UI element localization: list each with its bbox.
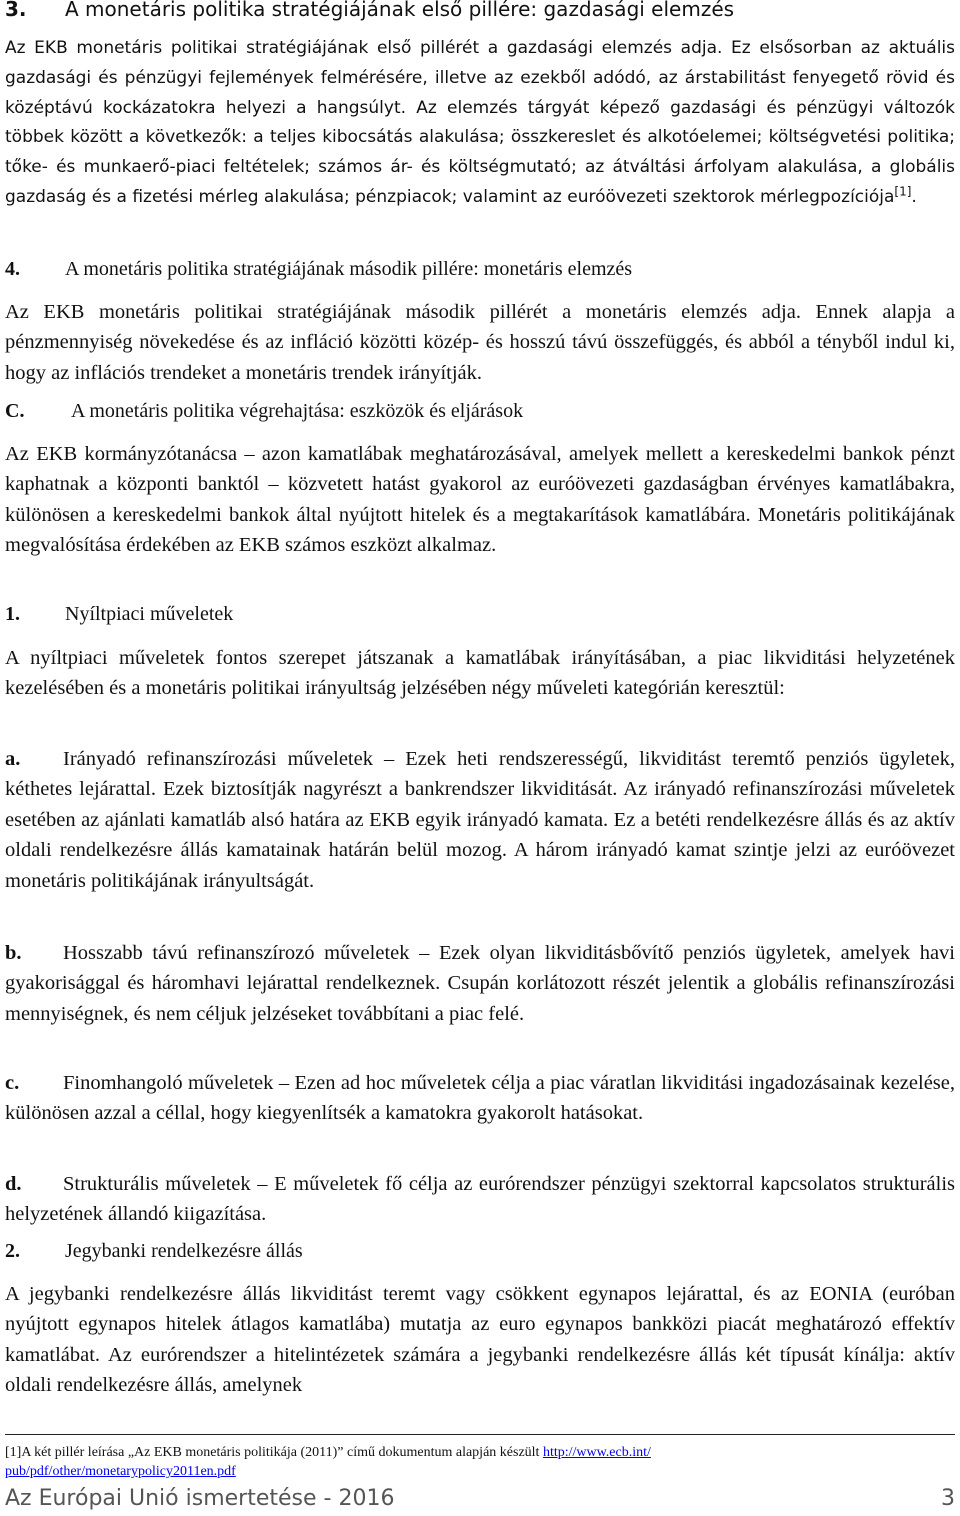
section-1-title: Nyíltpiaci műveletek [65,603,234,625]
list-item-a-title: Irányadó refinanszírozási műveletek [63,748,373,770]
footnote [5,1443,955,1481]
list-item-b-text: – Ezek olyan likviditásbővítő penziós ügyletek, amelyek havi gyakorisággal és háromhavi lejárattal rendelkeznek. Csupán korlátozott részét jelentik a globális refinanszírozási mennyiségnek, és nem céljuk jelzéseket továbbítani a piac felé. [5,942,955,1025]
page-footer [5,1486,955,1511]
list-item-b-label: b. [5,942,22,964]
list-item-a [5,744,955,896]
section-2-heading [5,1240,303,1263]
list-item-d-title: Strukturális műveletek [63,1173,251,1195]
list-item-c [5,1068,955,1129]
list-item-c-title: Finomhangoló műveletek [63,1072,274,1094]
section-3-text-1: Az EKB monetáris politikai stratégiájának első pillérét a gazdasági elemzés adja. Ez elsősorban az aktuális gazdasági és pénzügyi fejlemények felmérésére, illetve az ezekből adódó, az árstabilitást fenyegető rövid és középtávú kockázatokra helyezi a hangsúlyt. [5,38,955,118]
section-4-number: 4. [5,258,20,280]
footnote-link-1[interactable]: http://www.ecb.int/ [542,1445,651,1460]
section-1-paragraph: A nyíltpiaci műveletek fontos szerepet játszanak a kamatlábak irányításában, a piac likviditási helyzetének kezelésében és a monetáris politikai irányultság jelzésében négy műveleti kategórián keresztül: [5,647,955,700]
section-c-number: C. [5,400,25,422]
section-2-paragraph: A jegybanki rendelkezésre állás likviditást teremt vagy csökkent egynapos lejárattal, és az EONIA (euróban nyújtott egynapos hitelek átlagos kamatlába) mutatja az euro egynapos bankközi piacát meghatározó effektív kamatlábat. Az eurórendszer a hitelintézetek számára a jegybanki rendelkezésre állás két típusát kínálja: aktív oldali rendelkezésre állás, amelynek [5,1283,955,1397]
section-4-heading [5,258,632,281]
section-4-paragraph: Az EKB monetáris politikai stratégiájának második pillérét a monetáris elemzés adja. Ennek alapja a pénzmennyiség növekedése és az infláció közötti közép- és hosszú távú összefüggés, és abból a tényből indul ki, hogy az inflációs trendeket a monetáris trendek irányítják. [5,301,955,384]
footnote-link-2[interactable]: pub/pdf/other/monetarypolicy2011en.pdf [5,1464,236,1479]
section-3-heading [5,0,734,21]
section-3-number: 3. [5,0,27,21]
footnote-divider [5,1434,955,1435]
list-item-a-text: – Ezek heti rendszerességű, likviditást teremtő penziós ügyletek, kéthetes lejárattal. Ezek biztosítják nagyrészt a bankrendszer likviditását. Az irányadó refinanszírozási műveletek esetében az ajánlati kamatláb alsó határa az EKB egyik irányadó kamata. Ez a betéti rendelkezésre állás és az aktív oldali rendelkezésre állás kamatainak határán belül mozog. A három irányadó kamat szintje jelzi az euróövezet monetáris politikájának irányultságát. [5,748,955,892]
list-item-d [5,1169,955,1230]
section-3-paragraph [5,34,955,213]
section-2-title: Jegybanki rendelkezésre állás [65,1240,303,1262]
footer-title: Az Európai Unió ismertetése - 2016 [5,1486,395,1511]
section-c-paragraph: Az EKB kormányzótanácsa – azon kamatlábak meghatározásával, amelyek mellett a kereskedelmi bankok pénzt kaphatnak a központi banktól – közvetett hatást gyakorol az euróövezeti gazdaságban érvényes kamatlábakra, különösen a kereskedelmi bankok által nyújtott hitelek és a megtakarítások kamatlábára. Monetáris politikájának megvalósítása érdekében az EKB számos eszközt alkalmaz. [5,443,955,557]
section-3-end: . [911,186,917,207]
section-1-number: 1. [5,603,20,625]
section-3-title: A monetáris politika stratégiájának első pillére: gazdasági elemzés [65,0,735,21]
page-number: 3 [941,1486,955,1511]
list-item-d-text: – E műveletek fő célja az eurórendszer pénzügyi szektorral kapcsolatos strukturális helyzetének állandó kiigazítása. [5,1173,955,1226]
list-item-c-text: – Ezen ad hoc műveletek célja a piac váratlan likviditási ingadozásainak kezelése, különösen azzal a céllal, hogy kiegyenlítsék a kamatokra gyakorolt hatásokat. [5,1072,955,1125]
list-item-d-label: d. [5,1173,22,1195]
section-c-title: A monetáris politika végrehajtása: eszközök és eljárások [71,400,524,422]
list-item-c-label: c. [5,1072,20,1094]
section-c-heading [5,400,523,423]
section-4-title: A monetáris politika stratégiájának második pillére: monetáris elemzés [65,258,633,280]
list-item-b [5,938,955,1029]
section-3-text-2: Az elemzés tárgyát képező gazdasági és pénzügyi változók többek között a következők: a teljes kibocsátás alakulása; összkereslet és alkotóelemei; költségvetési politika; tőke- és munkaerő-piaci feltételek; számos ár- és költségmutató; az átváltási árfolyam alakulása, a globális gazdaság és a fizetési mérleg alakulása; pénzpiacok; valamint az euróövezeti szektorok mérlegpozíciója [5,97,955,207]
section-1-heading [5,603,233,626]
footnote-reference[interactable]: [1] [894,184,912,199]
list-item-b-title: Hosszabb távú refinanszírozó műveletek [63,942,410,964]
section-2-number: 2. [5,1240,20,1262]
footnote-text: [1]A két pillér leírása „Az EKB monetáris politikája (2011)” című dokumentum alapján készült [5,1445,540,1460]
list-item-a-label: a. [5,748,21,770]
